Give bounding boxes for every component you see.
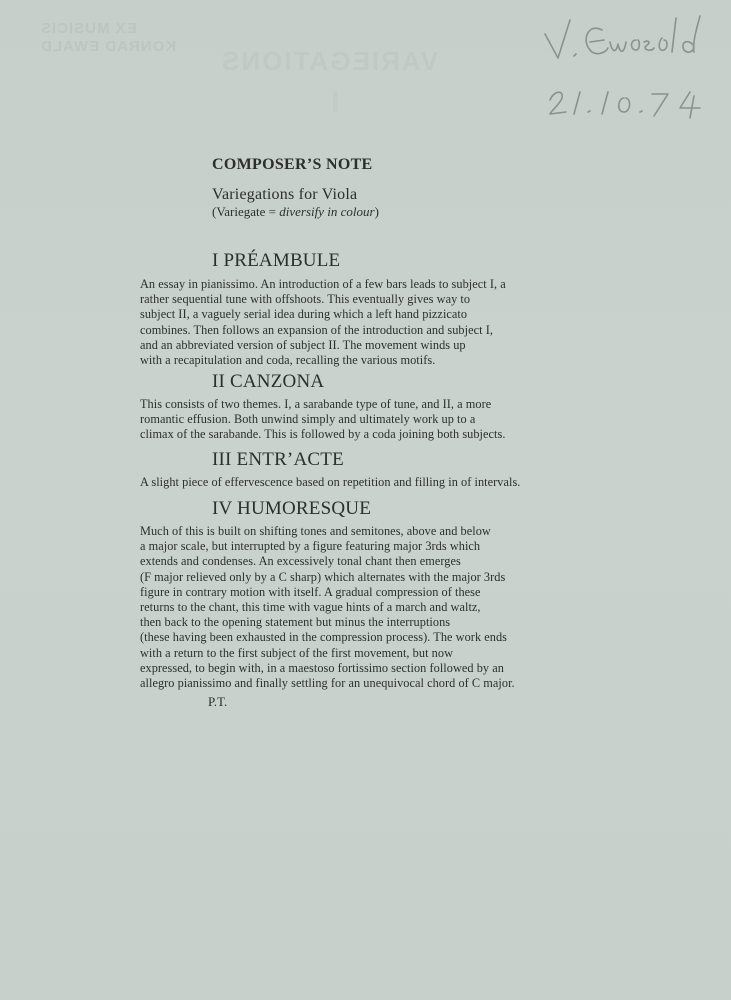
- section-heading-canzona: II CANZONA: [212, 371, 325, 392]
- section-text-humoresque: Much of this is built on shifting tones and semitones, above and below a major scale, but interrupted by a figure featuring major 3rds which extends and condenses. An excessively tonal chant then emerges (F major relieved only by a C sharp) which alternates with the major 3rds figure in contrary motion with itself. A gradual compression of these returns to the chant, this time with vague hints of a march and waltz, then back to the opening statement but minus the interruptions (these having been exhausted in the compression process). The work ends with a return to the first subject of the first movement, but now expressed, to begin with, in a maestoso fortissimo section followed by an allegro pianissimo and finally settling for an unequivocal chord of C major.: [140, 524, 515, 691]
- section-heading-preambule: I PRÉAMBULE: [212, 250, 341, 271]
- bleed-through-numeral: I: [330, 86, 340, 119]
- subnote-suffix: ): [374, 204, 379, 219]
- bleed-through-stamp: EX MUSICIS KONRAD EWALD: [40, 20, 177, 55]
- section-text-preambule: An essay in pianissimo. An introduction of a few bars leads to subject I, a rather sequential tune with offshoots. This eventually gives way to subject II, a vaguely serial idea during which a left hand pizzicato combines. Then follows an expansion of the introduction and subject I, and an abbreviated version of subject II. The movement winds up with a recapitulation and coda, recalling the various motifs.: [140, 277, 506, 368]
- signoff-initials: P.T.: [208, 694, 228, 709]
- page-title: COMPOSER’S NOTE: [212, 156, 373, 173]
- subnote-prefix: (Variegate =: [212, 204, 280, 219]
- section-text-entracte: A slight piece of effervescence based on repetition and filling in of intervals.: [140, 475, 521, 489]
- work-title: Variegations for Viola: [212, 186, 358, 203]
- subnote-italic: diversify in colour: [279, 204, 375, 219]
- handwritten-signature: [540, 12, 720, 132]
- section-heading-entracte: III ENTR’ACTE: [212, 449, 344, 470]
- section-text-canzona: This consists of two themes. I, a sarabande type of tune, and II, a more romantic effusion. Both unwind simply and ultimately work up to a climax of the sarabande. This is followed by a coda joining both subjects.: [140, 397, 506, 442]
- work-subtitle-note: [212, 204, 379, 220]
- section-heading-humoresque: IV HUMORESQUE: [212, 498, 372, 519]
- bleed-through-text: VARIEGATIONS: [220, 46, 439, 76]
